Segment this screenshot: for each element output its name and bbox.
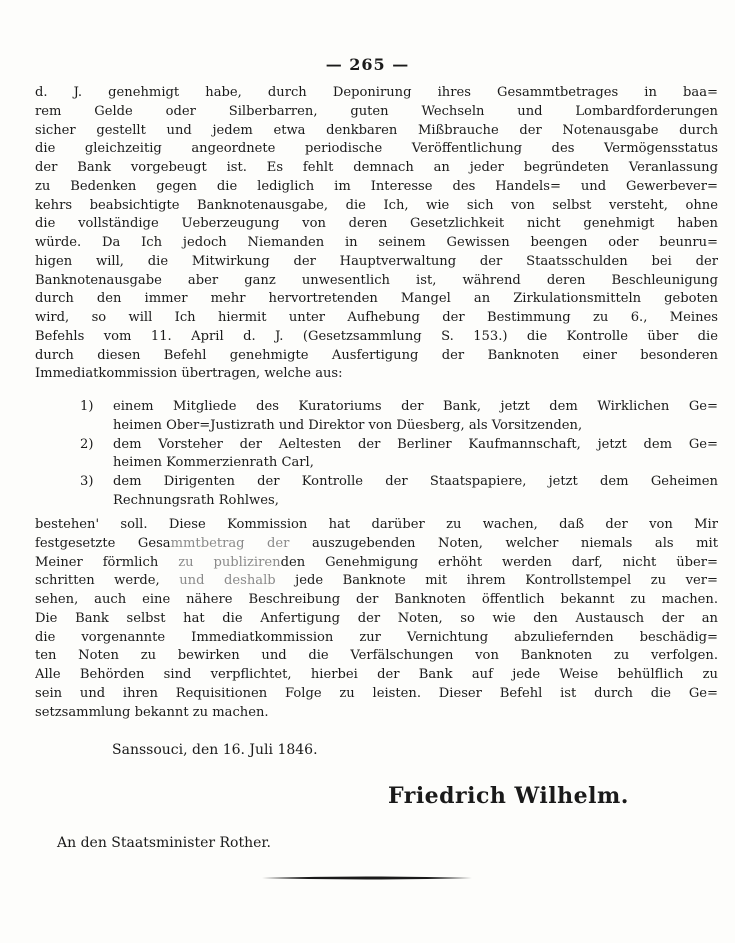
text-line: Rechnungsrath Rohlwes, bbox=[113, 492, 279, 508]
text-line: heimen Kommerzienrath Carl, bbox=[113, 455, 314, 471]
text-line: setzsammlung bekannt zu machen. bbox=[35, 704, 269, 720]
text-span: auszugebenden Noten, welcher niemals als mit bbox=[289, 535, 718, 551]
text-line: wird, so will Ich hiermit unter Aufhebung der Bestimmung zu 6., Meines bbox=[35, 310, 718, 325]
text-line: dem Vorsteher der Aeltesten der Berliner Kaufmannschaft, jetzt dem Ge= bbox=[113, 436, 718, 452]
text-line: sehen, auch eine nähere Beschreibung der Banknoten öffentlich bekannt zu machen. bbox=[35, 592, 718, 607]
text-line: bestehen' soll. Diese Kommission hat darüber zu wachen, daß der von Mir bbox=[35, 517, 718, 532]
text-line: dem Dirigenten der Kontrolle der Staatspapiere, jetzt dem Geheimen bbox=[113, 474, 718, 489]
list-item-number: 1) bbox=[80, 399, 94, 414]
text-span: jede Banknote mit ihrem Kontrollstempel zu ver= bbox=[275, 573, 718, 589]
signature: Friedrich Wilhelm. bbox=[388, 783, 629, 809]
text-line bbox=[35, 535, 718, 554]
list-item-number: 3) bbox=[80, 474, 94, 489]
text-span: schritten werde, bbox=[35, 573, 180, 589]
text-line: kehrs beabsichtigte Banknotenausgabe, die Ich, wie sich von selbst versteht, ohne bbox=[35, 197, 718, 213]
text-line: heimen Ober=Justizrath und Direktor von Düesberg, als Vorsitzenden, bbox=[113, 417, 583, 433]
faded-text-span: zu publiziren bbox=[178, 554, 281, 570]
text-line: Die Bank selbst hat die Anfertigung der Noten, so wie den Austausch der an bbox=[35, 610, 718, 626]
text-span: Meiner förmlich bbox=[35, 554, 179, 570]
faded-text-span: mmtbetrag der bbox=[170, 535, 290, 551]
text-line: zu Bedenken gegen die lediglich im Interesse des Handels= und Gewerbever= bbox=[35, 178, 718, 194]
text-line: rem Gelde oder Silberbarren, guten Wechseln und Lombardforderungen bbox=[35, 103, 718, 119]
faded-text-span: und deshalb bbox=[179, 573, 276, 589]
text-line: Immediatkommission übertragen, welche aus: bbox=[35, 366, 343, 382]
text-line: sicher gestellt und jedem etwa denkbaren Mißbrauche der Notenausgabe durch bbox=[35, 122, 718, 138]
text-line: ten Noten zu bewirken und die Verfälschungen von Banknoten zu verfolgen. bbox=[35, 648, 718, 664]
text-line bbox=[35, 554, 718, 573]
text-line: die gleichzeitig angeordnete periodische Veröffentlichung des Vermögensstatus bbox=[35, 141, 718, 157]
list-item bbox=[80, 436, 718, 474]
paragraph-2 bbox=[35, 516, 718, 722]
text-span: festgesetzte Gesa bbox=[35, 535, 171, 551]
date-line: Sanssouci, den 16. Juli 1846. bbox=[112, 742, 318, 758]
text-line: der Bank vorgebeugt ist. Es fehlt demnach an jeder begründeten Veranlassung bbox=[35, 160, 718, 175]
text-line: würde. Da Ich jedoch Niemanden in seinem Gewissen beengen oder beunru= bbox=[35, 235, 718, 250]
text-line: Banknotenausgabe aber ganz unwesentlich ist, während deren Beschleunigung bbox=[35, 272, 718, 288]
text-line: higen will, die Mitwirkung der Hauptverwaltung der Staatsschulden bei der bbox=[35, 253, 718, 269]
text-line: einem Mitgliede des Kuratoriums der Bank, jetzt dem Wirklichen Ge= bbox=[113, 399, 718, 414]
text-line: sein und ihren Requisitionen Folge zu leisten. Dieser Befehl ist durch die Ge= bbox=[35, 685, 718, 701]
closing-rule-divider bbox=[262, 876, 472, 880]
text-line: die vollständige Ueberzeugung von deren Gesetzlichkeit nicht genehmigt haben bbox=[35, 216, 718, 232]
text-line: die vorgenannte Immediatkommission zur Vernichtung abzuliefernden beschädig= bbox=[35, 629, 718, 645]
page-number: — 265 — bbox=[325, 55, 410, 74]
paragraph-1 bbox=[35, 84, 718, 384]
text-line: Befehls vom 11. April d. J. (Gesetzsammlung S. 153.) die Kontrolle über die bbox=[35, 328, 718, 344]
text-line bbox=[35, 572, 718, 591]
text-line: Alle Behörden sind verpflichtet, hierbei der Bank auf jede Weise behülflich zu bbox=[35, 667, 718, 682]
list-item bbox=[80, 473, 718, 511]
list-item-number: 2) bbox=[80, 436, 94, 452]
text-line: d. J. genehmigt habe, durch Deponirung ihres Gesammtbetrages in baa= bbox=[35, 85, 718, 100]
text-line: durch diesen Befehl genehmigte Ausfertigung der Banknoten einer besonderen bbox=[35, 347, 718, 363]
text-span: den Genehmigung erhöht werden darf, nicht über= bbox=[280, 554, 718, 570]
text-line: durch den immer mehr hervortretenden Mangel an Zirkulationsmitteln geboten bbox=[35, 291, 718, 307]
addressee: An den Staatsminister Rother. bbox=[57, 835, 271, 851]
list-item bbox=[80, 398, 718, 436]
commission-member-list bbox=[80, 398, 718, 511]
